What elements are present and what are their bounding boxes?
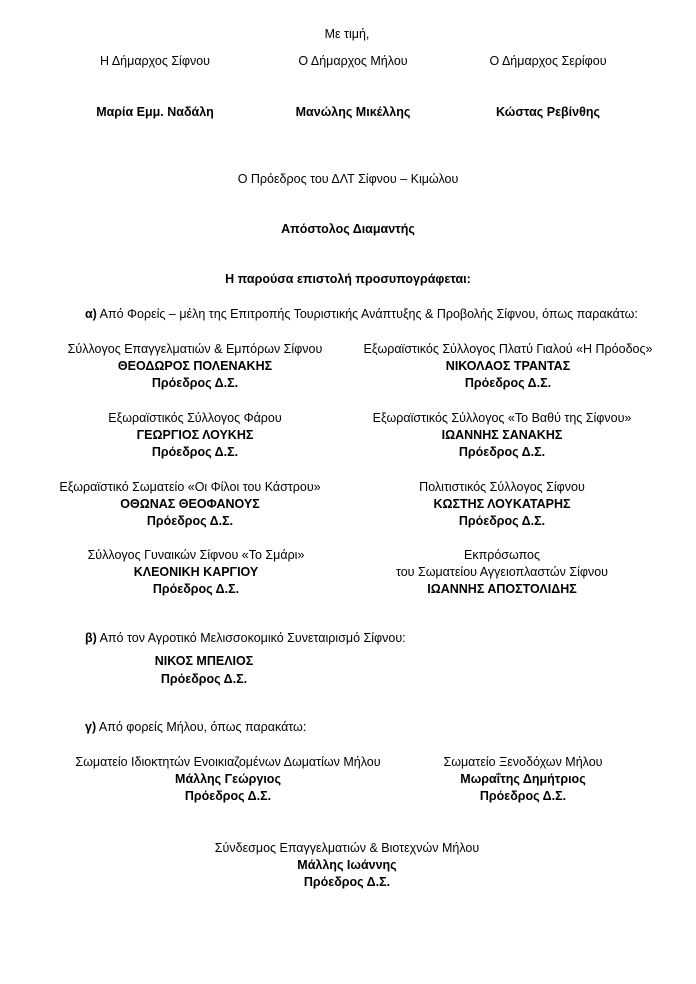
mayor-sifnos-title: Η Δήμαρχος Σίφνου	[100, 54, 210, 68]
signer-name: ΙΩΑΝΝΗΣ ΣΑΝΑΚΗΣ	[441, 428, 563, 442]
representative-label: Εκπρόσωπος	[464, 548, 540, 562]
signer-role: Πρόεδρος Δ.Σ.	[479, 789, 567, 803]
closing-text: Με τιμή,	[324, 27, 370, 41]
signer-block	[443, 754, 602, 805]
signer-block	[364, 341, 653, 392]
dlt-name: Απόστολος Διαμαντής	[281, 222, 415, 236]
signer-role: Πρόεδρος Δ.Σ.	[458, 514, 546, 528]
signer-name: ΚΩΣΤΗΣ ΛΟΥΚΑΤΑΡΗΣ	[433, 497, 571, 511]
signer-name: ΟΘΩΝΑΣ ΘΕΟΦΑΝΟΥΣ	[120, 497, 260, 511]
section-b-marker: β)	[85, 631, 97, 645]
signer-org: Σύλλογος Επαγγελματιών & Εμπόρων Σίφνου	[67, 342, 323, 356]
signer-org: Σωματείο Ξενοδόχων Μήλου	[443, 755, 603, 769]
mayor-milos-name: Μανώλης Μικέλλης	[295, 105, 411, 119]
signer-name: Μάλλης Ιωάννης	[297, 858, 397, 872]
signer-block	[68, 341, 323, 392]
signer-name: Μάλλης Γεώργιος	[175, 772, 281, 786]
signer-org: Σωματείο Ιδιοκτητών Ενοικιαζομένων Δωματίων Μήλου	[75, 755, 381, 769]
signer-org: Σύνδεσμος Επαγγελματιών & Βιοτεχνών Μήλου	[214, 841, 480, 855]
signer-role: Πρόεδρος Δ.Σ.	[458, 445, 546, 459]
cosign-heading: Η παρούσα επιστολή προσυπογράφεται:	[225, 272, 471, 286]
signer-block	[59, 479, 320, 530]
section-a-text: Από Φορείς – μέλη της Επιτροπής Τουριστικής Ανάπτυξης & Προβολής Σίφνου, όπως παρακάτω:	[99, 307, 638, 321]
representative-name: ΙΩΑΝΝΗΣ ΑΠΟΣΤΟΛΙΔΗΣ	[427, 582, 577, 596]
section-c-marker: γ)	[85, 720, 97, 734]
signer-block	[373, 410, 632, 461]
representative-org: του Σωματείου Αγγειοπλαστών Σίφνου	[395, 565, 609, 579]
signer-block	[108, 410, 281, 461]
signer-block	[215, 840, 479, 891]
section-c-intro	[85, 720, 306, 734]
signer-block	[75, 754, 380, 805]
section-a-marker: α)	[85, 307, 97, 321]
dlt-title: Ο Πρόεδρος του ΔΛΤ Σίφνου – Κιμώλου	[237, 172, 459, 186]
signer-role: Πρόεδρος Δ.Σ.	[464, 376, 552, 390]
section-a-intro	[85, 307, 638, 321]
signer-name: ΝΙΚΟΛΑΟΣ ΤΡΑΝΤΑΣ	[445, 359, 571, 373]
mayor-milos-title: Ο Δήμαρχος Μήλου	[298, 54, 408, 68]
signer-org: Σύλλογος Γυναικών Σίφνου «Το Σμάρι»	[87, 548, 305, 562]
signer-org: Εξωραϊστικός Σύλλογος Φάρου	[108, 411, 282, 425]
mayor-serifos-name: Κώστας Ρεβίνθης	[496, 105, 600, 119]
section-b-text: Από τον Αγροτικό Μελισσοκομικό Συνεταιρισμό Σίφνου:	[99, 631, 406, 645]
signer-block	[88, 547, 305, 598]
signer-role: Πρόεδρος Δ.Σ.	[160, 672, 248, 686]
signer-name: ΚΛΕΟΝΙΚΗ ΚΑΡΓΙΟΥ	[133, 565, 259, 579]
signer-role: Πρόεδρος Δ.Σ.	[146, 514, 234, 528]
section-c-text: Από φορείς Μήλου, όπως παρακάτω:	[98, 720, 307, 734]
section-b-intro	[85, 631, 406, 645]
representative-block	[396, 547, 608, 598]
signer-name: ΝΙΚΟΣ ΜΠΕΛΙΟΣ	[154, 654, 254, 668]
signer-role: Πρόεδρος Δ.Σ.	[303, 875, 391, 889]
signer-role: Πρόεδρος Δ.Σ.	[184, 789, 272, 803]
section-b-signer	[155, 653, 253, 688]
mayor-serifos-title: Ο Δήμαρχος Σερίφου	[489, 54, 607, 68]
signer-org: Εξωραϊστικός Σύλλογος Πλατύ Γιαλού «Η Πρόοδος»	[363, 342, 653, 356]
mayor-sifnos-name: Μαρία Εμμ. Ναδάλη	[96, 105, 214, 119]
signer-org: Πολιτιστικός Σύλλογος Σίφνου	[419, 480, 585, 494]
signer-name: ΓΕΩΡΓΙΟΣ ΛΟΥΚΗΣ	[136, 428, 254, 442]
signer-org: Εξωραϊστικός Σύλλογος «Το Βαθύ της Σίφνου»	[372, 411, 632, 425]
signer-role: Πρόεδρος Δ.Σ.	[152, 582, 240, 596]
signer-org: Εξωραϊστικό Σωματείο «Οι Φίλοι του Κάστρου»	[59, 480, 321, 494]
signer-name: Μωραΐτης Δημήτριος	[460, 772, 586, 786]
signer-role: Πρόεδρος Δ.Σ.	[151, 376, 239, 390]
signer-name: ΘΕΟΔΩΡΟΣ ΠΟΛΕΝΑΚΗΣ	[117, 359, 273, 373]
signer-role: Πρόεδρος Δ.Σ.	[151, 445, 239, 459]
signer-block	[419, 479, 585, 530]
